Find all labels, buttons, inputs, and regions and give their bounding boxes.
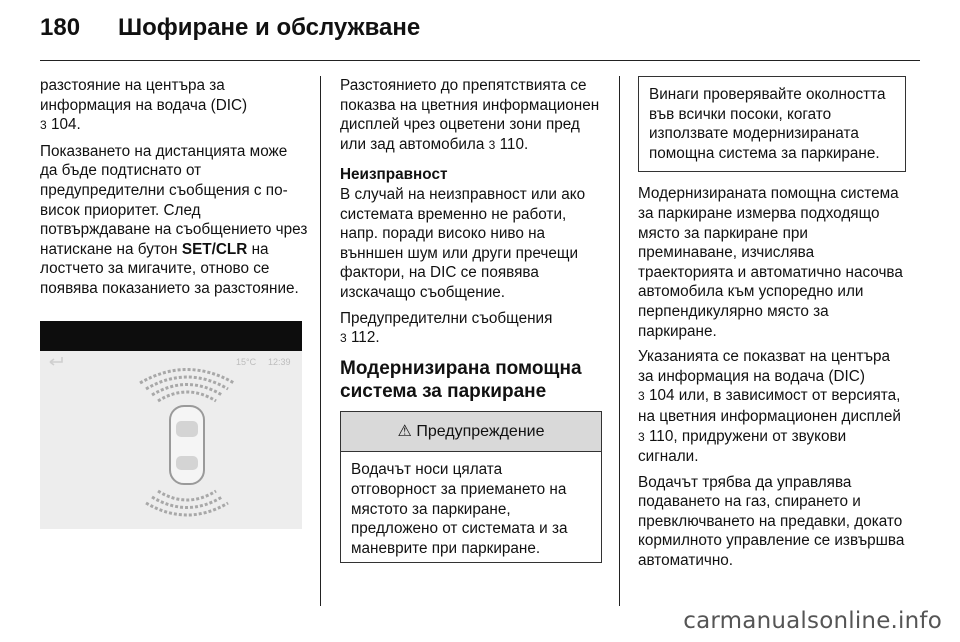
paragraph: Модернизираната помощна система за паркиране измерва подходящо място за паркиране при преминаване, изчислява траекторията и автоматично насочва автомобила към успоредно или перпендикулярно място за паркиране. xyxy=(638,185,903,340)
warning-box xyxy=(340,411,602,564)
column-3 xyxy=(638,76,906,577)
notice-box: Винаги проверявайте околността във всички посоки, когато използвате модернизираната помощна система за паркиране. xyxy=(638,76,906,172)
paragraph: Предупредителни съобщения 3 112. xyxy=(340,309,553,347)
paragraph: разстояние на центъра за информация на водача (DIC) 3 104. xyxy=(40,77,248,134)
car-top-view-icon xyxy=(170,406,204,484)
section-title: Модернизирана помощна система за паркиране xyxy=(340,357,582,402)
column-1 xyxy=(40,76,308,529)
column-divider-2 xyxy=(619,76,620,606)
page-number: 180 xyxy=(40,14,81,41)
page-reference[interactable]: 3 110. xyxy=(488,135,529,153)
page-reference[interactable]: 3 104 xyxy=(638,387,675,405)
reference-arrow-icon: 3 xyxy=(638,429,645,444)
subheading-malfunction: Неизправност xyxy=(340,166,448,184)
warning-triangle-icon: ⚠ xyxy=(397,422,412,440)
column-2 xyxy=(340,76,602,563)
page-reference[interactable]: 3 112. xyxy=(340,329,380,347)
warning-title: Предупреждение xyxy=(416,422,545,440)
warning-header xyxy=(341,412,601,453)
paragraph: Водачът трябва да управлява подаването на газ, спирането и превключването на предавки, докато кормилното управление се извършва автоматично. xyxy=(638,473,905,570)
warning-text: Водачът носи цялата отговорност за приемането на мястото за паркиране, предложено от системата и за маневрите при паркиране. xyxy=(351,461,568,557)
reference-arrow-icon: 3 xyxy=(488,137,496,152)
button-name: SET/CLR xyxy=(181,240,248,258)
page-title: Шофиране и обслужване xyxy=(118,14,421,41)
temperature-readout: 15°C xyxy=(236,356,257,367)
paragraph: В случай на неизправност или ако системата временно не работи, напр. поради високо ниво на вънншен шум или други пречещи фактори, на DIC се появява изскачащо съобщение. xyxy=(340,185,586,301)
watermark-site: carmanualsonline.info xyxy=(683,608,942,634)
paragraph: Показването на дистанцията може да бъде подтиснато от предупредителни съобщения с по-висок приоритет. След потвърждаване на съобщението чрез натискане на бутон SET/CLR на лостчето за мигачите, отново се появява показанието за разстояние. xyxy=(40,142,308,297)
page-reference[interactable]: 3 110 xyxy=(638,427,674,445)
page-reference[interactable]: 3 104. xyxy=(40,116,81,134)
paragraph: Указанията се показват на центъра за информация на водача (DIC) 3 104 или, в зависимост от версията, на цветния информационен дисплей 3 110, придружени от звукови сигнали. xyxy=(638,348,901,466)
paragraph: Разстоянието до препятствията се показва на цветния информационен дисплей чрез оцветени зони пред или зад автомобила 3 110. xyxy=(340,77,600,153)
reference-arrow-icon: 3 xyxy=(638,389,645,404)
parking-display-illustration xyxy=(40,321,302,529)
time-readout: 12:39 xyxy=(268,356,291,367)
reference-arrow-icon: 3 xyxy=(340,331,347,346)
header-divider xyxy=(40,60,920,61)
reference-arrow-icon: 3 xyxy=(40,118,47,133)
display-screen xyxy=(40,321,302,529)
column-divider-1 xyxy=(320,76,321,606)
page-header xyxy=(40,14,920,50)
